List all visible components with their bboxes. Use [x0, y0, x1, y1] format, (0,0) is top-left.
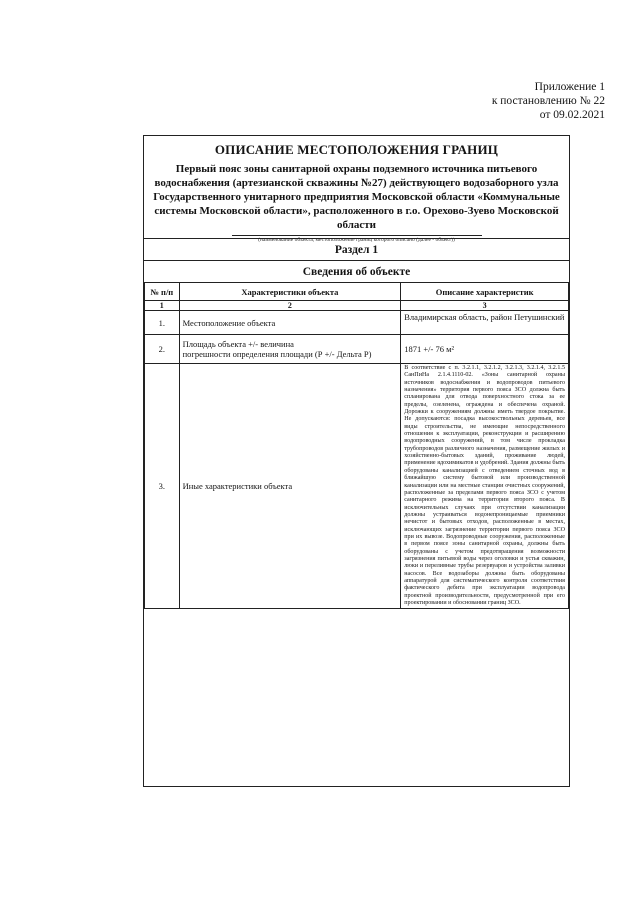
table-index-row	[145, 301, 569, 311]
header-characteristic: Характеристики объекта	[179, 283, 401, 301]
index-cell-2: 2	[179, 301, 401, 311]
appendix-block	[492, 80, 605, 122]
table-row	[145, 311, 569, 335]
object-name-caption: (наименование объекта, местоположение границ которого описано (далее - объект))	[232, 235, 482, 243]
section-label: Раздел 1	[144, 238, 569, 260]
table-row	[145, 335, 569, 364]
header-number: № п/п	[145, 283, 180, 301]
document-title: ОПИСАНИЕ МЕСТОПОЛОЖЕНИЯ ГРАНИЦ	[214, 142, 499, 157]
row-number: 3.	[145, 364, 180, 609]
row-description: Владимирская область, район Петушинский	[401, 311, 569, 335]
row-description: 1871 +/- 76 м²	[401, 335, 569, 364]
row-number: 1.	[145, 311, 180, 335]
appendix-date: от 09.02.2021	[539, 109, 605, 121]
object-name: Первый пояс зоны санитарной охраны подземного источника питьевого водоснабжения (артезианской скважины №27) действующего водозаборного узла Государственного унитарного предприятия Московской области «Коммунальные системы Московской области», расположенного в г.о. Орехово-Зуево Московской области	[153, 163, 560, 231]
row-characteristic	[179, 335, 401, 364]
section-name: Сведения об объекте	[144, 260, 569, 282]
row-characteristic: Иные характеристики объекта	[179, 364, 401, 609]
index-cell-1: 1	[145, 301, 180, 311]
table-row	[145, 364, 569, 609]
row-characteristic: Местоположение объекта	[179, 311, 401, 335]
index-cell-3: 3	[401, 301, 569, 311]
table-header-row	[145, 283, 569, 301]
header-description: Описание характеристик	[401, 283, 569, 301]
boundary-description-form	[143, 135, 570, 787]
row-characteristic-line-1: Площадь объекта +/- величина	[182, 339, 294, 349]
row-number: 2.	[145, 335, 180, 364]
row-description: В соответствие с п. 3.2.1.1, 3.2.1.2, 3.2.1.3, 3.2.1.4, 3.2.1.5 СанПиНа 2.1.4.1110-02. «Зоны санитарной охраны источников водоснабжения и водопроводов питьевого назначения» территория первого пояса ЗСО должна быть спланирована для отвода поверхностного стока за ее пределы, озеленена, ограждена и обеспечена охраной. Дорожки к сооружениям должны иметь твердое покрытие. Не допускаются: посадка высокоствольных деревьев, все виды строительства, не имеющие непосредственного отношения к эксплуатации, реконструкции и расширению водопроводных сооружений, в том числе прокладка трубопроводов различного назначения, размещение жилых и хозяйственно-бытовых зданий, проживание людей, применение ядохимикатов и удобрений. Здания должны быть оборудованы канализацией с отведением сточных вод в ближайшую систему бытовой или производственной канализации или на местные станции очистных сооружений, расположенные за пределами первого пояса ЗСО с учетом санитарного режима на территории второго пояса. В исключительных случаях при отсутствии канализации должны устраиваться водонепроницаемые приемники нечистот и бытовых отходов, расположенные в местах, исключающих загрязнение территории первого пояса ЗСО при их вывозе. Водопроводные сооружения, расположенные в первом поясе зоны санитарной охраны, должны быть оборудованы с учетом предотвращения возможности загрязнения питьевой воды через оголовки и устья скважин, люки и переливные трубы резервуаров и устройства заливки насосов. Все водозаборы должны быть оборудованы аппаратурой для систематического контроля соответствия фактического дебита при эксплуатации водопровода проектной производительности, предусмотренной при его проектировании и обосновании границ ЗСО.	[401, 364, 569, 609]
object-info-table	[144, 282, 569, 609]
appendix-resolution: к постановлению № 22	[491, 95, 605, 107]
row-characteristic-line-2: погрешности определения площади (Р +/- Дельта Р)	[182, 349, 372, 359]
appendix-title: Приложение 1	[534, 81, 605, 93]
